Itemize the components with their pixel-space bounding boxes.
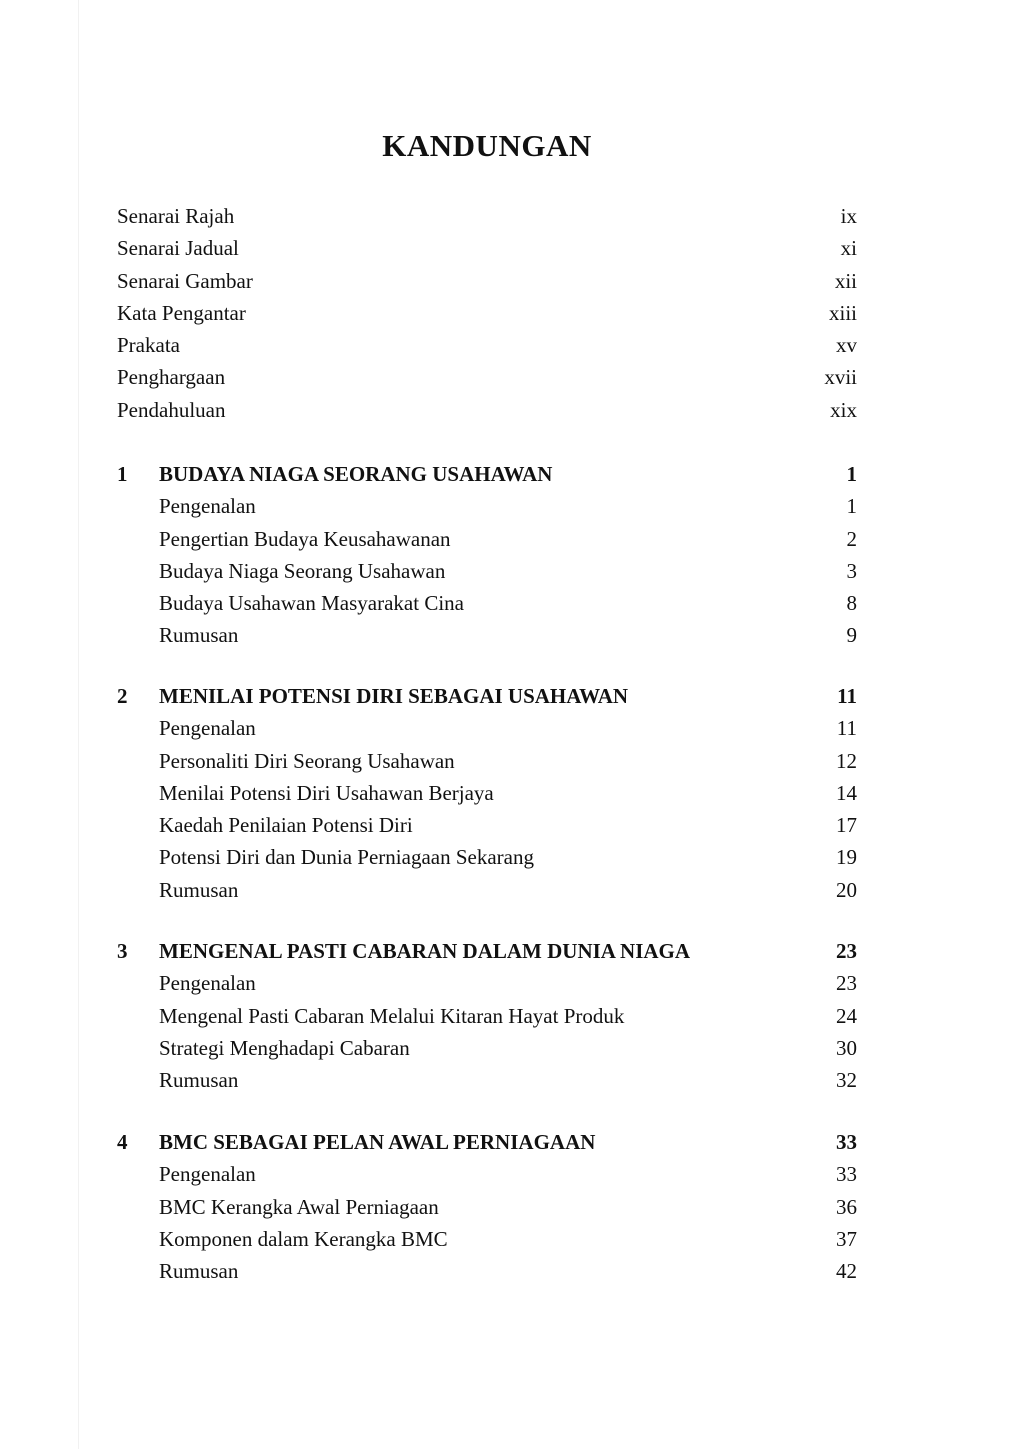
entry-page: ix (840, 204, 857, 228)
entry-page: xv (836, 333, 857, 358)
chapter-title: MENGENAL PASTI CABARAN DALAM DUNIA NIAGA (159, 939, 691, 963)
section-entry (117, 841, 857, 873)
section-entry (117, 712, 857, 744)
chapter-page: 33 (836, 1130, 857, 1154)
section-page: 42 (836, 1259, 857, 1284)
section-page: 3 (846, 558, 857, 583)
section-page: 11 (836, 716, 857, 741)
section-entry (117, 1032, 857, 1064)
front-matter-list (117, 200, 857, 426)
entry-page: xix (830, 397, 857, 422)
section-entry (117, 874, 857, 906)
section-page: 14 (836, 780, 857, 805)
section-label: Strategi Menghadapi Cabaran (159, 1035, 410, 1060)
section-page: 17 (836, 813, 857, 838)
chapter-1 (117, 458, 857, 652)
section-label: Pengenalan (159, 716, 256, 741)
section-label: Pengenalan (159, 971, 256, 996)
section-label: Kaedah Penilaian Potensi Diri (159, 813, 413, 838)
chapter-heading (117, 680, 857, 712)
chapter-number: 4 (117, 1130, 128, 1154)
section-entry (117, 1255, 857, 1287)
section-entry (117, 490, 857, 522)
section-label: Pengenalan (159, 494, 256, 519)
section-label: Rumusan (159, 623, 239, 648)
entry-label: Pendahuluan (117, 397, 226, 422)
section-page: 32 (836, 1068, 857, 1093)
section-label: Rumusan (159, 1259, 239, 1284)
entry-page: xii (834, 268, 857, 293)
page-title: KANDUNGAN (382, 128, 592, 163)
chapter-heading (117, 458, 857, 490)
entry-label: Penghargaan (117, 365, 226, 390)
section-page: 12 (836, 748, 857, 773)
section-label: Budaya Niaga Seorang Usahawan (159, 558, 446, 583)
section-page: 2 (846, 526, 857, 551)
chapter-number: 3 (117, 939, 128, 963)
section-page: 1 (846, 494, 857, 519)
section-entry (117, 587, 857, 619)
section-label: Mengenal Pasti Cabaran Melalui Kitaran Hayat Produk (159, 1003, 625, 1028)
section-entry (117, 809, 857, 841)
chapter-heading (117, 1126, 857, 1158)
section-entry (117, 1158, 857, 1190)
entry-page: xiii (828, 300, 857, 325)
chapter-heading (117, 935, 857, 967)
section-label: Budaya Usahawan Masyarakat Cina (159, 591, 464, 616)
section-page: 37 (836, 1226, 857, 1251)
section-entry (117, 1064, 857, 1096)
toc-entry (117, 329, 857, 361)
chapter-3 (117, 935, 857, 1096)
section-entry (117, 1223, 857, 1255)
toc-entry (117, 232, 857, 264)
section-label: Personaliti Diri Seorang Usahawan (159, 748, 455, 773)
section-label: Pengertian Budaya Keusahawanan (159, 526, 451, 551)
chapter-number: 2 (117, 684, 128, 708)
chapter-page: 23 (836, 939, 857, 963)
section-page: 36 (836, 1194, 857, 1219)
section-page: 33 (836, 1162, 857, 1187)
entry-label: Prakata (117, 333, 180, 358)
section-page: 30 (836, 1035, 857, 1060)
toc-entry (117, 361, 857, 393)
section-entry (117, 523, 857, 555)
chapter-2 (117, 680, 857, 906)
section-page: 9 (846, 623, 857, 648)
toc-entry (117, 394, 857, 426)
section-label: Pengenalan (159, 1162, 256, 1187)
chapter-title: MENILAI POTENSI DIRI SEBAGAI USAHAWAN (159, 684, 629, 708)
section-page: 19 (836, 845, 857, 870)
section-page: 8 (846, 591, 857, 616)
section-page: 20 (836, 877, 857, 902)
chapter-page: 11 (837, 684, 857, 708)
entry-page: xi (840, 236, 857, 261)
section-entry (117, 967, 857, 999)
entry-label: Kata Pengantar (117, 300, 246, 325)
section-entry (117, 777, 857, 809)
toc-entry (117, 265, 857, 297)
section-entry (117, 745, 857, 777)
section-label: Potensi Diri dan Dunia Perniagaan Sekarang (159, 845, 534, 870)
section-entry (117, 619, 857, 651)
entry-label: Senarai Jadual (117, 236, 239, 261)
chapter-title: BMC SEBAGAI PELAN AWAL PERNIAGAAN (159, 1130, 596, 1154)
entry-label: Senarai Gambar (117, 268, 253, 293)
section-label: BMC Kerangka Awal Perniagaan (159, 1194, 439, 1219)
toc-entry (117, 200, 857, 232)
chapter-4 (117, 1126, 857, 1287)
section-label: Rumusan (159, 1068, 239, 1093)
entry-page: xvii (824, 365, 857, 390)
section-page: 24 (836, 1003, 857, 1028)
section-entry (117, 1000, 857, 1032)
section-entry (117, 555, 857, 587)
chapter-number: 1 (117, 462, 128, 486)
section-label: Komponen dalam Kerangka BMC (159, 1226, 448, 1251)
chapter-page: 1 (846, 462, 857, 486)
section-label: Menilai Potensi Diri Usahawan Berjaya (159, 780, 494, 805)
section-label: Rumusan (159, 877, 239, 902)
chapter-title: BUDAYA NIAGA SEORANG USAHAWAN (159, 462, 553, 486)
entry-label: Senarai Rajah (117, 204, 235, 228)
page-gutter-line (78, 0, 79, 1449)
toc-entry (117, 297, 857, 329)
section-entry (117, 1191, 857, 1223)
section-page: 23 (836, 971, 857, 996)
